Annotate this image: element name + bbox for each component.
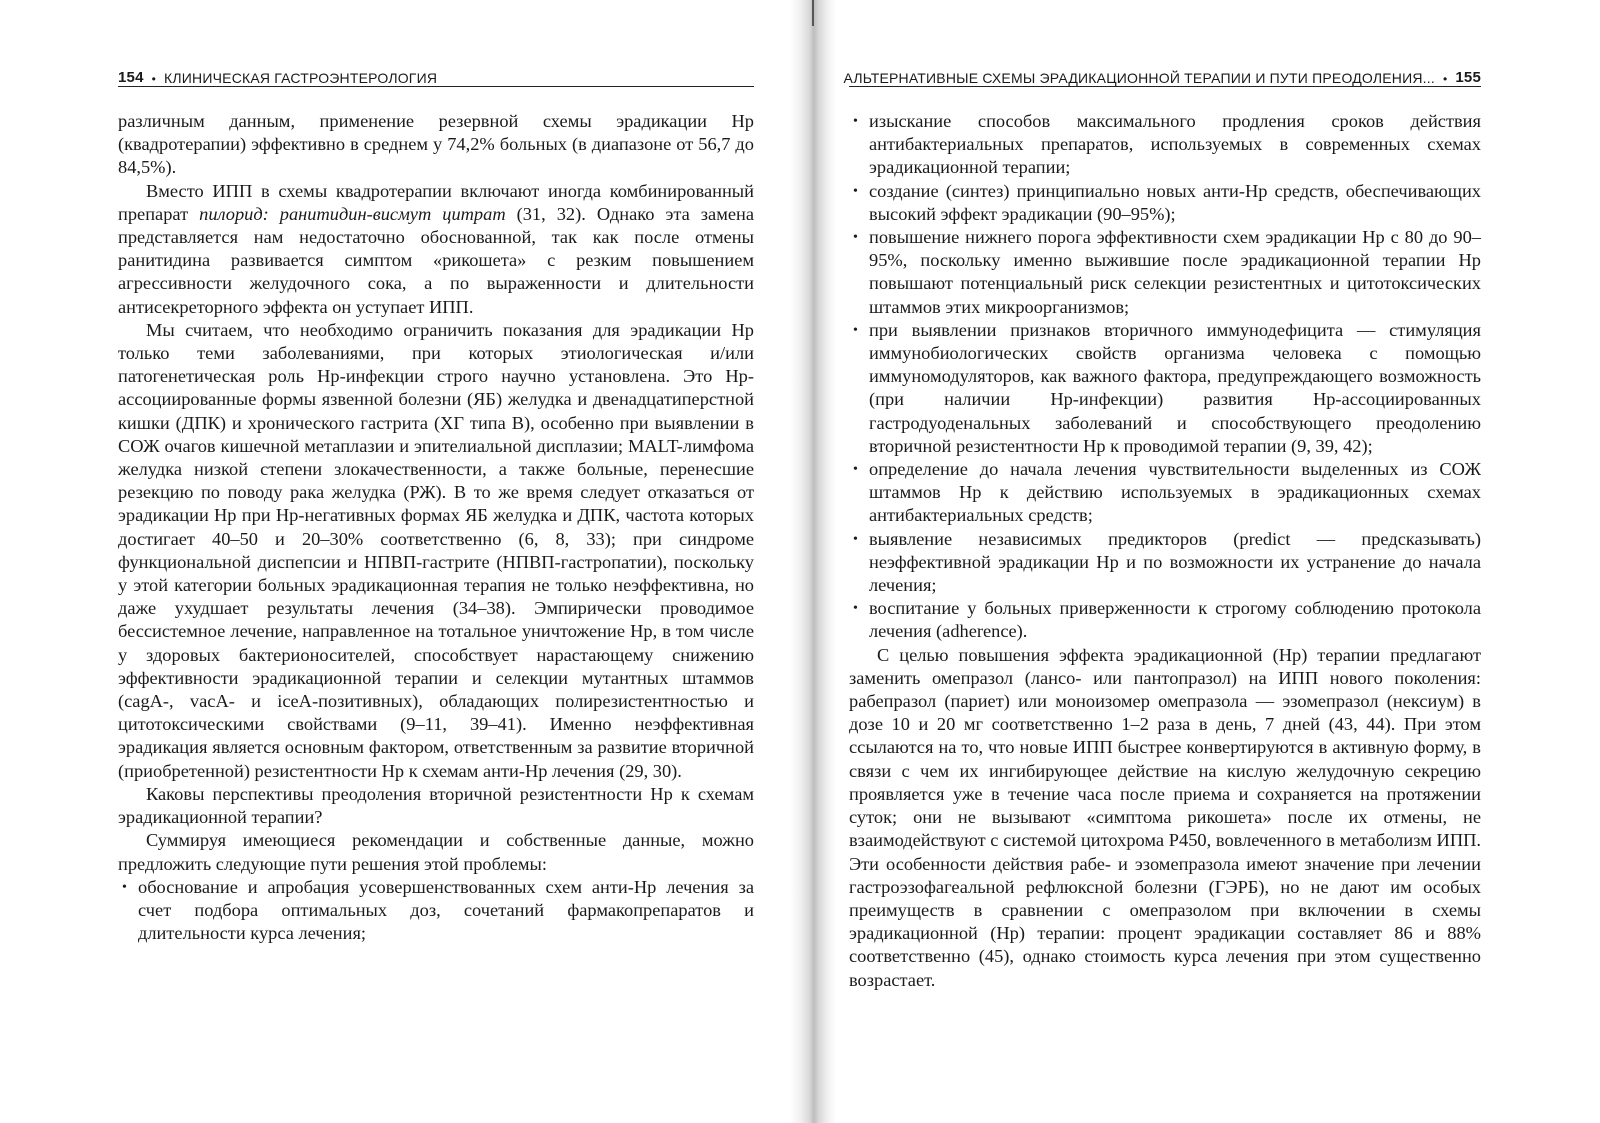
left-page-header bbox=[118, 64, 754, 87]
list-item bbox=[849, 597, 1481, 643]
list-item-text: изыскание способов максимального продления сроков действия антибактериальных препаратов, используемых в современных схемах эрадикационной терапии; bbox=[869, 111, 1481, 178]
paragraph: Каковы перспективы преодоления вторичной резистентности Hp к схемам эрадикационной терапии? bbox=[118, 783, 754, 828]
running-title: АЛЬТЕРНАТИВНЫЕ СХЕМЫ ЭРАДИКАЦИОННОЙ ТЕРАПИИ И ПУТИ ПРЕОДОЛЕНИЯ... bbox=[843, 70, 1435, 86]
header-separator: • bbox=[1442, 72, 1448, 86]
book-gutter bbox=[790, 0, 836, 1123]
list-item bbox=[849, 180, 1481, 226]
left-page bbox=[0, 0, 790, 1123]
bullet-icon: • bbox=[853, 462, 858, 478]
list-item bbox=[118, 876, 754, 946]
list-item bbox=[849, 110, 1481, 180]
list-item-text: повышение нижнего порога эффективности схем эрадикации Hp с 80 до 90–95%, поскольку именно выжившие после эрадикационной терапии Hp повышают потенциальный риск селекции резистентных и цитотоксических штаммов этих микроорганизмов; bbox=[869, 227, 1481, 317]
list-item-text: воспитание у больных приверженности к строгому соблюдению протокола лечения (adherence). bbox=[869, 598, 1481, 642]
right-page-header bbox=[843, 64, 1481, 87]
list-item-text: выявление независимых предикторов (predict — предсказывать) неэффективной эрадикации Hp и по возможности их устранение до начала лечения; bbox=[869, 528, 1481, 596]
bullet-icon: • bbox=[853, 230, 858, 246]
paragraph: Суммируя имеющиеся рекомендации и собственные данные, можно предложить следующие пути решения этой проблемы: bbox=[118, 830, 754, 874]
bullet-icon: • bbox=[853, 601, 858, 617]
paragraph-text: Вместо ИПП в схемы квадротерапии включают иногда комбинированный препарат bbox=[118, 180, 754, 224]
bullet-icon: • bbox=[853, 114, 858, 129]
list-item bbox=[849, 319, 1481, 458]
binding-mark bbox=[812, 0, 814, 26]
drug-name: пилорид: ранитидин-висмут цитрат bbox=[199, 203, 506, 224]
running-title: КЛИНИЧЕСКАЯ ГАСТРОЭНТЕРОЛОГИЯ bbox=[164, 70, 438, 86]
right-page bbox=[836, 0, 1600, 1123]
bullet-list bbox=[118, 876, 754, 946]
paragraph-text: (31, 32). Однако эта замена представляется нам недостаточно обоснованной, так как после отмены ранитидина развивается симптом «рикошета» с резким повышением агрессивности желудочного сока, а по выраженности и длительности антисекреторного эффекта он уступает ИПП. bbox=[118, 203, 755, 317]
paragraph: С целью повышения эффекта эрадикационной (Hp) терапии предлагают заменить омепразол (лансо- или пантопразол) на ИПП нового поколения: рабепразол (париет) или моноизомер омепразола — эзомепразол (нексиум) в дозе 10 и 20 мг соответственно 1–2 раза в день, 7 дней (43, 44). При этом ссылаются на то, что новые ИПП быстрее конвертируются в активную форму, в связи с чем их ингибирующее действие на кислую желудочную секрецию проявляется уже в течение часа после приема и сохраняется на протяжении суток; они не вызывают «симптома рикошета» после их отмены, не взаимодействуют с системой цитохрома Р450, вовлеченного в метаболизм ИПП. Эти особенности действия рабе- и эзомепразола имеют значение при лечении гастроэзофагеальной рефлюксной болезни (ГЭРБ), но не дают им особых преимуществ в сравнении с омепразолом при включении в схемы эрадикационной (Hp) терапии: процент эрадикации составляет 86 и 88% соответственно (45), однако стоимость курса лечения при этом существенно возрастает. bbox=[849, 644, 1481, 990]
header-separator: • bbox=[151, 72, 157, 86]
paragraph: различным данным, применение резервной схемы эрадикации Hp (квадротерапии) эффективно в среднем у 74,2% больных (в диапазоне от 56,7 до 84,5%). bbox=[118, 111, 754, 178]
bullet-icon: • bbox=[853, 531, 858, 547]
page-number: 154 bbox=[118, 69, 144, 86]
left-page-body bbox=[118, 110, 754, 945]
bullet-list bbox=[849, 110, 1481, 644]
paragraph bbox=[118, 180, 754, 319]
page-number: 155 bbox=[1455, 69, 1481, 86]
bullet-icon: • bbox=[122, 879, 127, 895]
paragraph: Мы считаем, что необходимо ограничить показания для эрадикации Hp только теми заболеваниями, при которых этиологическая и/или патогенетическая роль Hp-инфекции строго научно установлена. Это Hp-ассоциированные формы язвенной болезни (ЯБ) желудка и двенадцатиперстной кишки (ДПК) и хронического гастрита (ХГ типа В), особенно при выявлении в СОЖ очагов кишечной метаплазии и эпителиальной дисплазии; MALT-лимфома желудка низкой степени злокачественности, а также больные, перенесшие резекцию по поводу рака желудка (РЖ). В то же время следует отказаться от эрадикации Hp при Hp-негативных формах ЯБ желудка и ДПК, частота которых достигает 40–50 и 20–30% соответственно (6, 8, 33); при синдроме функциональной диспепсии и НПВП-гастрите (НПВП-гастропатии), поскольку у этой категории больных эрадикационная терапия не только неэффективна, но даже ухудшает результаты лечения (34–38). Эмпирически проводимое бессистемное лечение, направленное на тотальное уничтожение Hp, в том числе у здоровых бактерионосителей, способствует нарастающему снижению эффективности эрадикационной терапии и селекции мутантных штаммов (cagA-, vacA- и iceA-позитивных), обладающих полирезистентностью и цитотоксическими свойствами (9–11, 39–41). Именно неэффективная эрадикация является основным фактором, ответственным за развитие вторичной (приобретенной) резистентности Hp к схемам анти-Hp лечения (29, 30). bbox=[118, 319, 754, 781]
bullet-icon: • bbox=[853, 322, 858, 338]
list-item bbox=[849, 528, 1481, 598]
list-item-text: обоснование и апробация усовершенствованных схем анти-Hp лечения за счет подбора оптимальных доз, сочетаний фармакопрепаратов и длительности курса лечения; bbox=[138, 876, 754, 944]
list-item bbox=[849, 226, 1481, 319]
list-item-text: создание (синтез) принципиально новых анти-Hp средств, обеспечивающих высокий эффект эрадикации (90–95%); bbox=[869, 180, 1481, 224]
list-item bbox=[849, 458, 1481, 528]
list-item-text: при выявлении признаков вторичного иммунодефицита — стимуляция иммунобиологических свойств организма человека с помощью иммуномодуляторов, как важного фактора, предупреждающего возможность (при наличии Hp-инфекции) развития Hp-ассоциированных гастродуоденальных заболеваний и способствующего преодолению вторичной резистентности Hp к проводимой терапии (9, 39, 42); bbox=[869, 319, 1481, 456]
list-item-text: определение до начала лечения чувствительности выделенных из СОЖ штаммов Hp к действию используемых в эрадикационных схемах антибактериальных средств; bbox=[869, 459, 1481, 526]
bullet-icon: • bbox=[853, 183, 858, 199]
right-page-body bbox=[849, 110, 1481, 992]
